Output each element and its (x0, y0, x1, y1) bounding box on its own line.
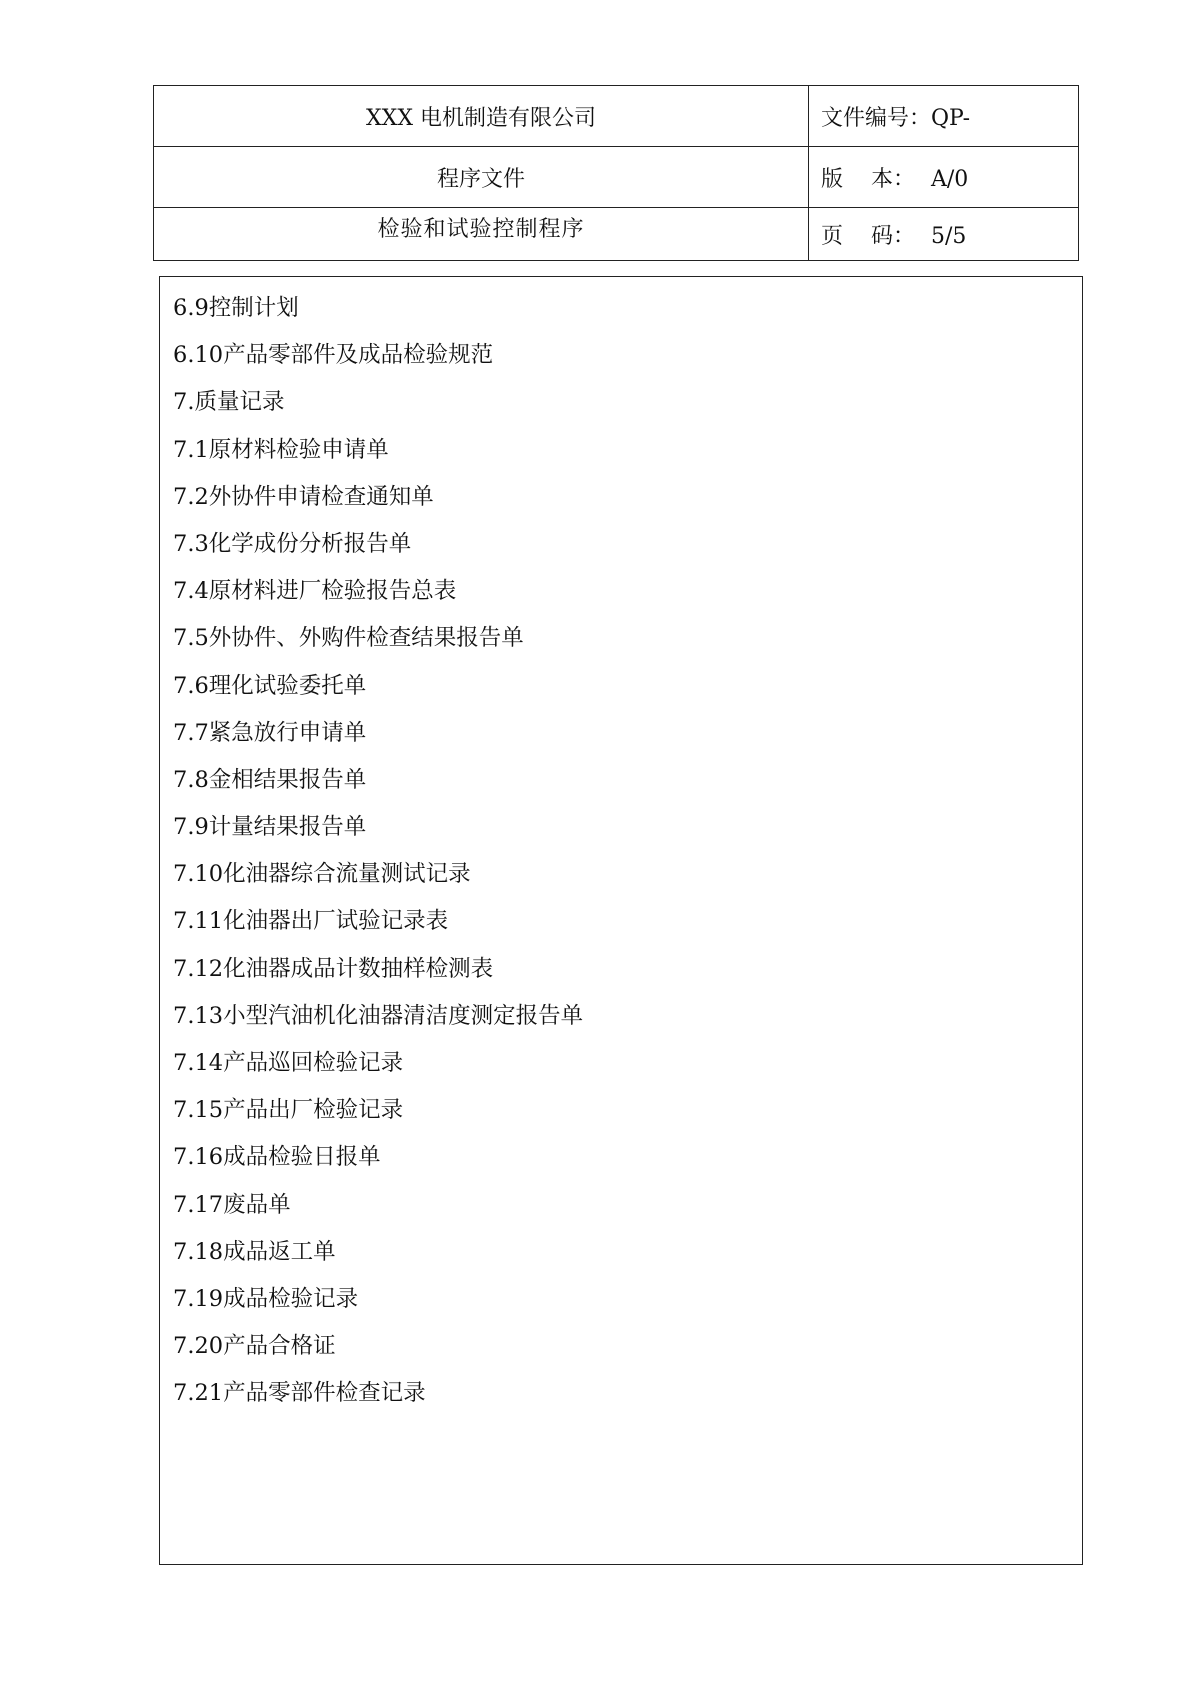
doc-number-value: QP- (931, 105, 971, 131)
list-item: 7.3化学成份分析报告单 (173, 530, 412, 557)
list-item: 7.13小型汽油机化油器清洁度测定报告单 (173, 1002, 584, 1029)
list-item: 7.21产品零部件检查记录 (173, 1380, 426, 1407)
list-item: 7.12化油器成品计数抽样检测表 (173, 955, 494, 982)
list-item: 7.9计量结果报告单 (173, 814, 367, 841)
list-item: 7.14产品巡回检验记录 (173, 1050, 404, 1076)
list-item: 7.18成品返工单 (173, 1238, 336, 1265)
list-item: 7.1原材料检验申请单 (173, 436, 389, 463)
page-value: 5/5 (931, 223, 967, 249)
list-item: 7.2外协件申请检查通知单 (173, 483, 434, 510)
doc-type: 程序文件 (154, 147, 809, 208)
content-box (159, 276, 1083, 1565)
list-item: 7.15产品出厂检验记录 (173, 1097, 404, 1124)
list-item: 7.7紧急放行申请单 (173, 719, 367, 746)
list-item: 7.10化油器综合流量测试记录 (173, 861, 471, 888)
list-item: 7.19成品检验记录 (173, 1285, 359, 1312)
version-cell (809, 147, 1079, 208)
doc-number-label: 文件编号： (821, 105, 932, 131)
list-item: 7.质量记录 (173, 389, 285, 416)
list-item: 6.9控制计划 (173, 295, 299, 321)
list-item: 7.16成品检验日报单 (173, 1144, 381, 1171)
page-label: 页 码： (821, 223, 915, 249)
list-item: 7.17废品单 (173, 1191, 291, 1218)
list-item: 7.11化油器出厂试验记录表 (173, 908, 449, 935)
document-title: 检验和试验控制程序 (154, 208, 809, 261)
record-list (173, 292, 583, 1425)
list-item: 7.8金相结果报告单 (173, 766, 367, 793)
list-item: 7.4原材料进厂检验报告总表 (173, 578, 457, 605)
doc-number-cell (809, 86, 1079, 147)
page-cell (809, 208, 1079, 261)
list-item: 7.6理化试验委托单 (173, 672, 367, 699)
list-item: 6.10产品零部件及成品检验规范 (173, 342, 494, 369)
company-name: XXX 电机制造有限公司 (154, 86, 809, 147)
version-label: 版 本： (821, 166, 915, 192)
document-header-table (153, 85, 1079, 261)
list-item: 7.5外协件、外购件检查结果报告单 (173, 625, 524, 652)
version-value: A/0 (931, 166, 969, 192)
list-item: 7.20产品合格证 (173, 1333, 336, 1360)
